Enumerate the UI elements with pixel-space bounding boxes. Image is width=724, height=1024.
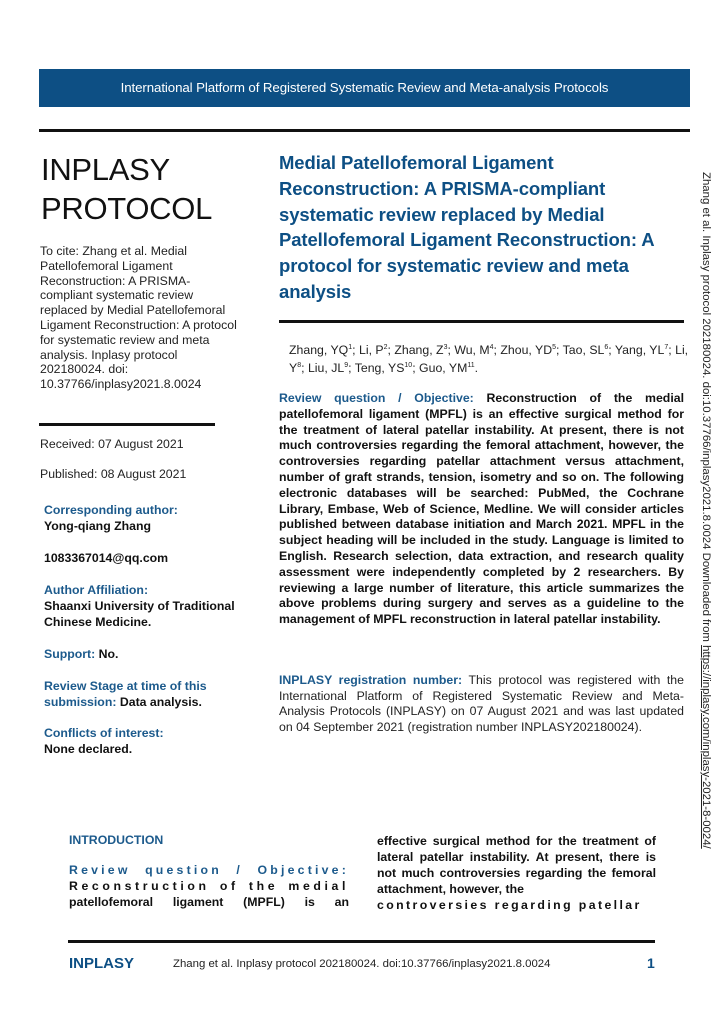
corresponding-author-block <box>44 502 254 534</box>
affiliation-value: Shaanxi University of Traditional Chinese Medicine. <box>44 599 235 629</box>
support-label: Support: <box>44 647 96 661</box>
title-divider <box>279 320 684 323</box>
author-name: Li, P <box>359 343 384 357</box>
review-stage-block <box>44 678 254 710</box>
conflicts-label: Conflicts of interest: <box>44 726 164 740</box>
intro-right-text: effective surgical method for the treatment of lateral patellar instability. At present, there is not much controversies regarding the femoral attachment, however, the <box>377 834 656 896</box>
author-name: Zhou, YD <box>500 343 553 357</box>
download-note-text: Zhang et al. Inplasy protocol 202180024. doi:10.37766/inplasy2021.8.0024 Downloaded from <box>700 172 712 646</box>
author-name: Teng, YS <box>354 361 405 375</box>
intro-review-label: Review question / Objective: <box>69 863 349 877</box>
author-affiliation-marker: 9 <box>344 362 349 369</box>
author-affiliation-marker: 10 <box>404 362 413 369</box>
review-stage-label: Review Stage at time of this submission: <box>44 679 207 709</box>
author-name: Guo, YM <box>419 361 468 375</box>
support-value: No. <box>98 647 119 661</box>
citation-text: To cite: Zhang et al. Medial Patellofemoral Ligament Reconstruction: A PRISMA-compliant systematic review replaced by Medial Patellofemoral Ligament Reconstruction: A protocol for systematic review and meta analysis. Inplasy protocol 202180024. doi: 10.37766/inplasy2021.8.0024 <box>40 244 237 392</box>
author-name: Wu, M <box>454 343 490 357</box>
review-question-text: Reconstruction of the medial patellofemoral ligament (MPFL) is an effective surgical method for the treatment of lateral patellar instability. At present, there is not much controversies regarding the femoral attachment, however, the controversies regarding patellar attachment versus attachment, number of graft strands, tension, isometry and so on. The following electronic databases will be searched: PubMed, the Cochrane Library, Embase, Web of Science, Medline. We will consider articles published between database initiation and March 2021. MPFL in the subject heading will be included in the study. Language is limited to English. Research selection, data extraction, and research quality assessment were independently completed by 2 researchers. By reviewing a large number of literature, this article summarizes the above problems during surgery and serves as a guideline to the management of MPFL reconstruction in lateral patellar instability. <box>279 391 684 627</box>
conflicts-block <box>44 725 254 757</box>
platform-banner: International Platform of Registered Systematic Review and Meta-analysis Protocols <box>39 69 690 107</box>
author-affiliation-marker: 11 <box>467 362 475 369</box>
protocol-heading-line2: PROTOCOL <box>41 191 213 226</box>
review-stage-value: Data analysis. <box>119 695 202 709</box>
author-name: Zhang, Z <box>394 343 444 357</box>
affiliation-block <box>44 582 254 630</box>
registration-label: INPLASY registration number: <box>279 673 463 687</box>
intro-left-column <box>69 862 349 910</box>
conflicts-value: None declared. <box>44 742 133 756</box>
footer-citation: Zhang et al. Inplasy protocol 202180024. doi:10.37766/inplasy2021.8.0024 <box>173 958 551 970</box>
author-affiliation-marker: 5 <box>552 344 557 351</box>
received-date: Received: 07 August 2021 <box>40 437 184 451</box>
intro-right-column <box>377 833 656 913</box>
email-block <box>44 550 254 566</box>
author-affiliation-marker: 8 <box>297 362 302 369</box>
author-name: Liu, JL <box>307 361 345 375</box>
author-affiliation-marker: 6 <box>604 344 609 351</box>
author-affiliation-marker: 1 <box>348 344 353 351</box>
intro-left-line2: patellofemoral ligament (MPFL) is an <box>69 895 349 909</box>
intro-right-last-line: controversies regarding patellar <box>377 898 642 912</box>
author-name: Tao, SL <box>562 343 605 357</box>
author-affiliation-marker: 7 <box>664 344 669 351</box>
download-link[interactable]: https://inplasy.com/inplasy-2021-8-0024/ <box>700 645 712 849</box>
introduction-heading: INTRODUCTION <box>69 833 164 847</box>
affiliation-label: Author Affiliation: <box>44 583 149 597</box>
registration-text: This protocol was registered with the International Platform of Registered Systematic Review and Meta-Analysis Protocols (INPLASY) on 07 August 2021 and was last updated on 04 September 2021 (registration number INPLASY202180024). <box>279 673 684 734</box>
page-number: 1 <box>647 955 655 971</box>
author-email: 1083367014@qq.com <box>44 551 169 565</box>
published-date: Published: 08 August 2021 <box>40 467 187 481</box>
sidebar-divider <box>39 423 215 426</box>
author-list: Zhang, $YQ^1$; Li, $P^2$; Zhang, $Z^3$; Wu, $M^4$; Zhou, $YD^5$; Tao, $SL^6$; Yang, $YL^7$; Li, $Y^8$; Liu, $JL^9$; Teng, YS$^{10}$; Guo, YM$^{11}$. <box>289 343 689 375</box>
footer-divider <box>68 940 655 943</box>
support-block <box>44 646 254 662</box>
author-name: Zhang, YQ <box>289 343 349 357</box>
author-affiliation-marker: 4 <box>489 344 494 351</box>
author-name: Li, Y <box>289 343 689 375</box>
top-divider <box>39 129 690 132</box>
intro-left-line1: Reconstruction of the medial <box>69 879 349 893</box>
author-name: Yang, YL <box>614 343 665 357</box>
footer-brand: INPLASY <box>69 955 135 972</box>
corresponding-author-label: Corresponding author: <box>44 503 178 517</box>
article-title: Medial Patellofemoral Ligament Reconstruction: A PRISMA-compliant systematic review replaced by Medial Patellofemoral Ligament Reconstruction: A protocol for systematic review and meta analysis <box>279 152 654 302</box>
protocol-heading-line1: INPLASY <box>41 152 170 187</box>
vertical-download-note <box>697 172 715 912</box>
author-affiliation-marker: 3 <box>443 344 448 351</box>
author-affiliation-marker: 2 <box>383 344 388 351</box>
corresponding-author-name: Yong-qiang Zhang <box>44 519 152 533</box>
review-question-label: Review question / Objective: <box>279 391 474 405</box>
protocol-heading <box>41 150 212 228</box>
review-question-section <box>279 391 684 628</box>
registration-section <box>279 673 684 735</box>
